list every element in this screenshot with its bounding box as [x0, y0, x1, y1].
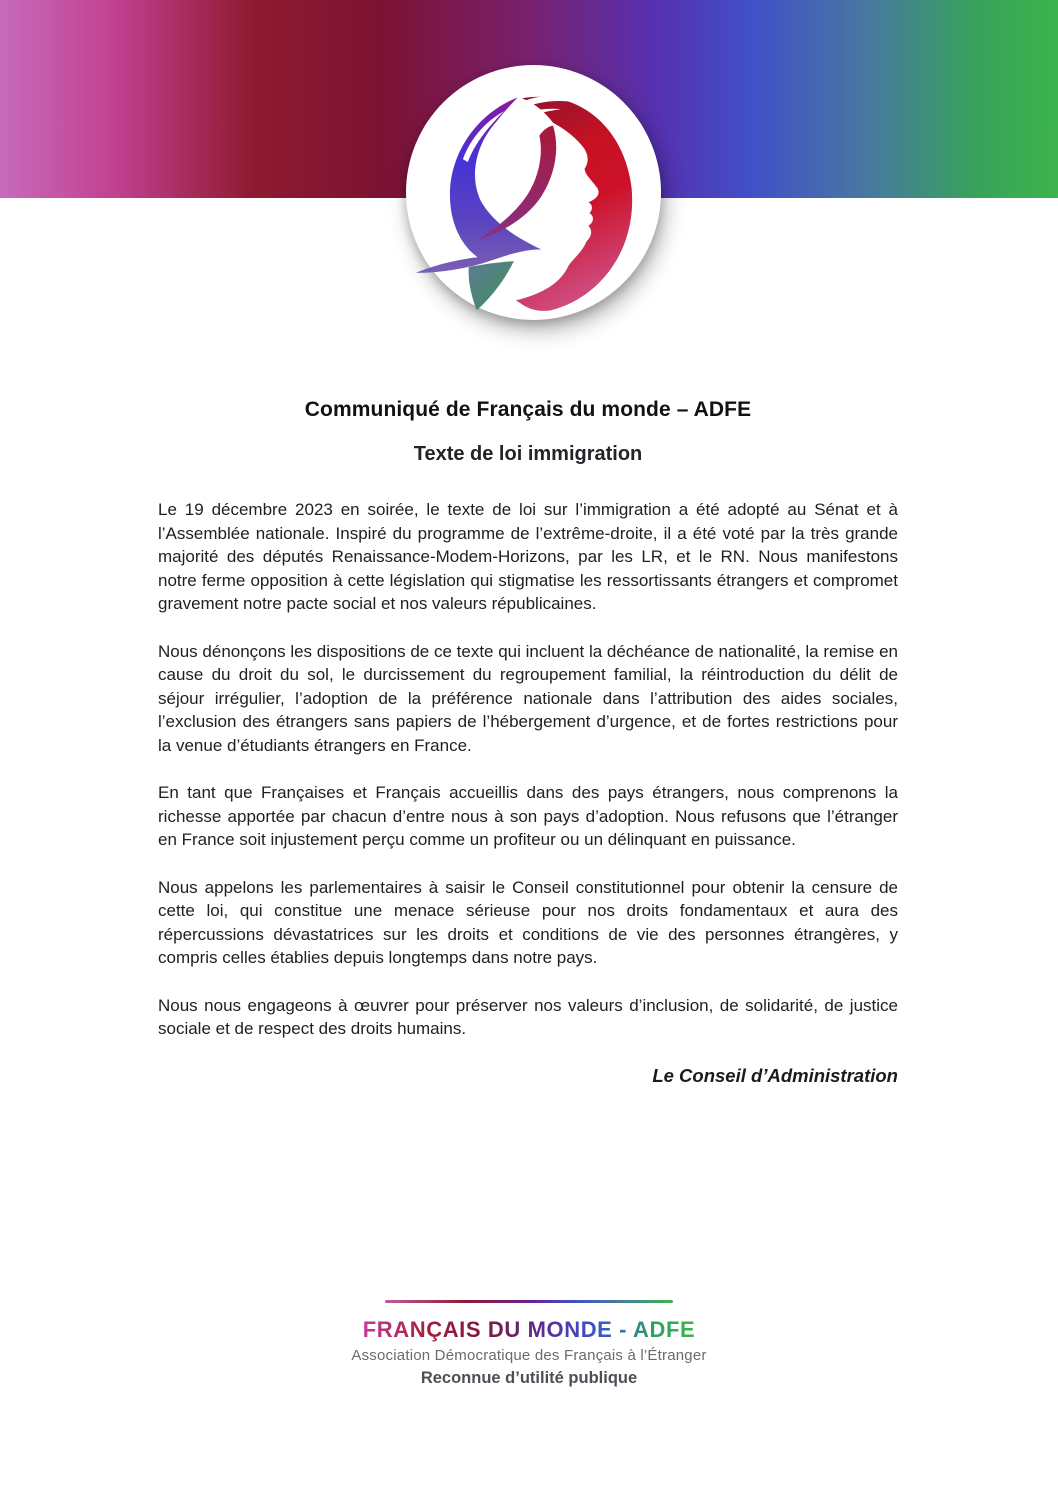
page-title: Communiqué de Français du monde – ADFE	[304, 398, 752, 421]
org-logo	[406, 65, 661, 320]
body-paragraph: Nous nous engageons à œuvrer pour préserver nos valeurs d’inclusion, de solidarité, de justice sociale et de respect des droits humains.	[158, 995, 898, 1038]
marianne-profile-icon	[406, 65, 661, 320]
footer-org-name: FRANÇAIS DU MONDE - ADFE	[362, 1317, 696, 1342]
press-release	[158, 398, 898, 1087]
body-paragraph: Nous dénonçons les dispositions de ce texte qui incluent la déchéance de nationalité, la remise en cause du droit du sol, le durcissement du regroupement familial, la réintroduction du délit de séjour irrégulier, l’adoption de la préférence nationale dans l’attribution des aides sociales, l’exclusion des étrangers sans papiers de l’hébergement d’urgence, et de fortes restrictions pour la venue d’étudiants étrangers en France.	[158, 641, 898, 755]
signature: Le Conseil d’Administration	[652, 1064, 898, 1086]
footer	[0, 1300, 1058, 1388]
body-paragraph: Nous appelons les parlementaires à saisir le Conseil constitutionnel pour obtenir la censure de cette loi, qui constitue une menace sérieuse pour nos droits fondamentaux et aura des répercussions dévastatrices sur les droits et conditions de vie des personnes étrangères, y compris celles établies depuis longtemps dans notre pays.	[158, 877, 898, 967]
body-paragraph: Le 19 décembre 2023 en soirée, le texte de loi sur l’immigration a été adopté au Sénat et à l’Assemblée nationale. Inspiré du programme de l’extrême-droite, il a été voté par la très grande majorité des députés Renaissance-Modem-Horizons, par les LR, et le RN. Nous manifestons notre ferme opposition à cette législation qui stigmatise les ressortissants étrangers et compromet gravement notre pacte social et nos valeurs républicaines.	[158, 500, 898, 613]
footer-org-status: Reconnue d’utilité publique	[420, 1369, 638, 1387]
body-paragraph: En tant que Françaises et Français accueillis dans des pays étrangers, nous comprenons la richesse apportée par chacun d’entre nous à son pays d’adoption. Nous refusons que l’étranger en France soit injustement perçu comme un profiteur ou un délinquant en puissance.	[158, 783, 898, 849]
footer-org-description: Association Démocratique des Français à l’Étranger	[351, 1347, 707, 1364]
page-subtitle: Texte de loi immigration	[413, 443, 643, 465]
footer-gradient-divider	[385, 1300, 673, 1303]
body-text	[158, 498, 898, 1041]
